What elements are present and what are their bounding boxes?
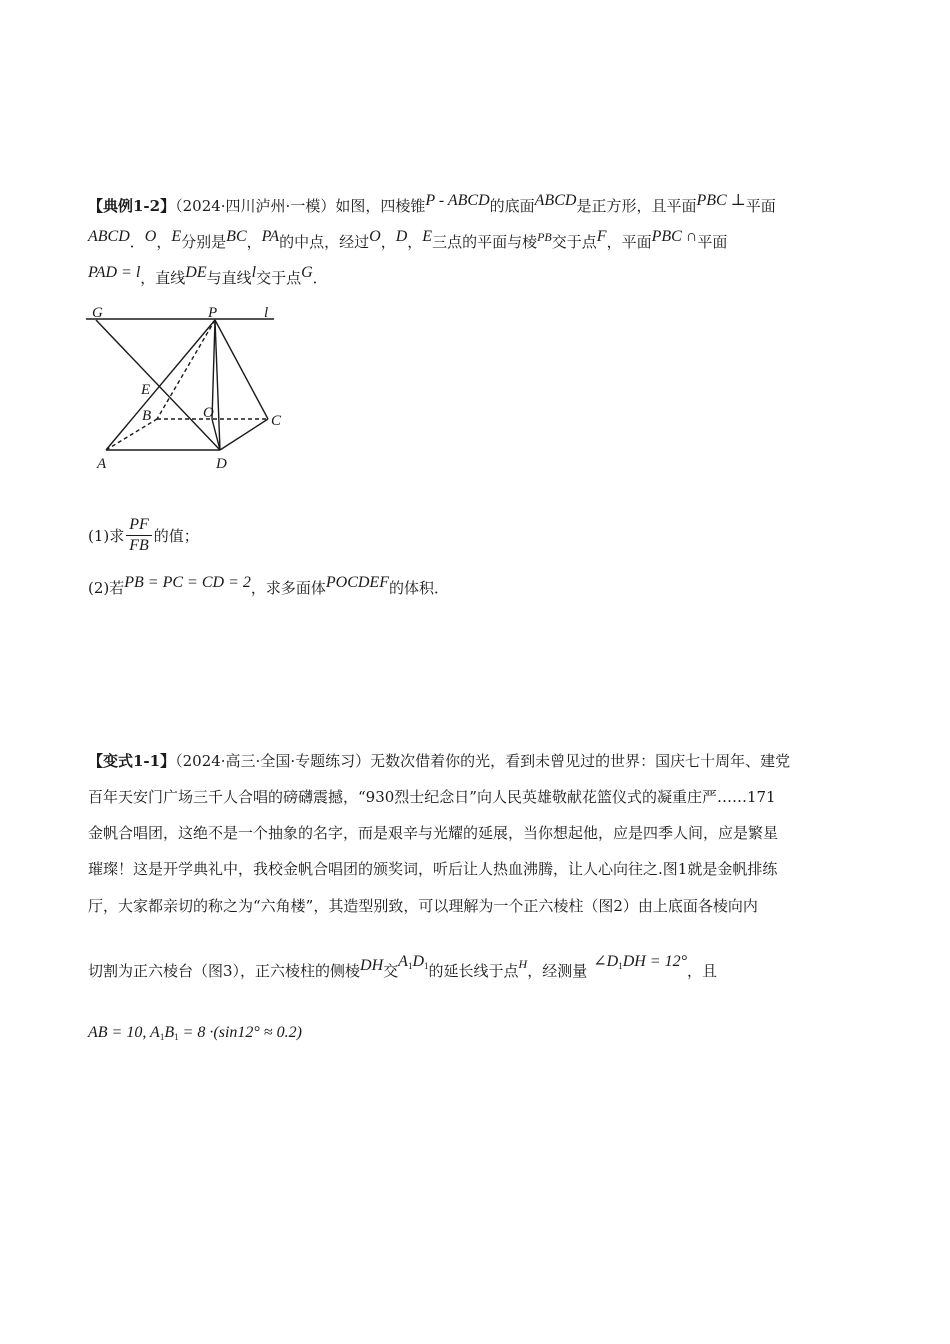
text: 平面 [745,197,776,215]
label-G: G [92,305,103,321]
math: O [144,228,157,245]
text: ，直线 [140,269,186,287]
math: PBC ⊥ [696,192,746,209]
fraction-numerator: PF [126,515,152,536]
math: = 8 ·(sin12° ≈ 0.2) [182,1024,302,1041]
math: DH = 12° [622,953,687,970]
label-l: l [264,305,269,321]
label-O: O [203,405,214,421]
math: ABCD [534,192,577,209]
text: ， [156,233,172,251]
math-angle [593,953,687,970]
math: D [395,228,408,245]
math: B [164,1024,175,1041]
subscript: 1 [407,961,413,971]
math: H [518,957,528,971]
text: 是正方形，且平面 [576,197,697,215]
text: 的底面 [489,197,535,215]
fraction-PF-FB [126,515,152,556]
label-A: A [97,456,107,472]
math: F [596,228,607,245]
variant-line-2: 百年天安门广场三千人合唱的磅礴震撼，“930烈士纪念日”向人民英雄敬献花篮仪式的凝重庄严……171 [88,788,776,806]
text: 如图，四棱锥 [335,197,426,215]
label-P: P [208,305,218,321]
math: l [251,264,257,281]
math: PBC ∩ [651,228,698,245]
variant-line-3: 金帆合唱团，这绝不是一个抽象的名字，而是艰辛与光耀的延展，当你想起他，应是四季人间，应是繁星 [88,824,779,842]
example-tag: 【典例1-2】 [88,197,176,215]
math: PA [261,228,280,245]
subscript: 1 [618,961,623,971]
example-line-3 [88,264,328,288]
text: ， [407,233,423,251]
label-B: B [142,408,152,424]
math: O [369,228,381,245]
variant-line-7 [88,1023,302,1042]
label-E: E [141,382,151,398]
text: ， [380,233,396,251]
variant-line-4: 璀璨！这是开学典礼中，我校金帆合唱团的颁奖词，听后让人热血沸腾，让人心向往之.图1就是金帆排练 [88,860,778,878]
text: ，且 [687,962,718,980]
text: 切割为正六棱台（图3），正六棱柱的侧棱 [88,962,361,980]
example-line-1 [88,192,776,216]
math: PAD = l [88,264,141,281]
subscript: 1 [159,1032,165,1042]
math: ABCD [88,228,130,245]
segment-PA [106,320,215,450]
text: 的中点，经过 [279,233,370,251]
variant-line-6 [88,953,718,981]
question-1-suffix: 的值； [153,527,199,545]
text: ，求多面体 [250,579,326,597]
variant-line-1 [88,750,790,771]
math: G [301,264,313,281]
math: D [412,953,425,970]
example-source: （2024·四川泸州·一模） [175,197,336,215]
question-2-line [88,574,449,598]
variant-source: （2024·高三·全国·专题练习） [175,752,371,770]
text: 交于点 [256,269,302,287]
math: E [171,228,182,245]
math: PB = PC = CD = 2 [124,574,251,591]
question-1-line [88,515,199,556]
subscript: 1 [424,961,429,971]
variant-tag: 【变式1-1】 [88,752,176,770]
text: ． [129,233,145,251]
math: BC [226,228,247,245]
math: DE [185,264,207,281]
text: 平面 [697,233,728,251]
math: DH [360,957,384,974]
text: 的延长线于点 [428,962,519,980]
math-A1D1 [398,953,428,970]
subscript: 1 [174,1032,179,1042]
pyramid-figure [84,300,294,472]
segment-DC [220,419,268,450]
text: 的体积． [388,579,449,597]
math: AB = 10, A [88,1024,160,1041]
text: ， [246,233,262,251]
text: 无数次借着你的光，看到未曾见过的世界：国庆七十周年、建党 [370,752,791,770]
math: PB [537,230,552,244]
math: ∠D [593,953,619,970]
math: E [422,228,433,245]
question-1 [88,515,860,565]
text: ． [312,269,328,287]
text: 与直线 [206,269,252,287]
variant-line-5: 厅，大家都亲切的称之为“六角楼”，其造型别致，可以理解为一个正六棱柱（图2）由上底面各棱向内 [88,897,758,915]
example-line-2 [88,228,728,252]
label-D: D [216,456,227,472]
text: 三点的平面与棱 [432,233,538,251]
segment-PD [215,320,220,450]
text: ，平面 [606,233,652,251]
math: POCDEF [325,574,389,591]
text: 交 [383,962,399,980]
segment-GD [96,320,220,450]
fraction-denominator: FB [129,537,149,554]
label-C: C [271,413,282,429]
text: ，经测量 [527,962,588,980]
segment-PC [215,320,268,419]
math: A [398,953,408,970]
math: P - ABCD [425,192,490,209]
text: 交于点 [551,233,597,251]
math-given [88,1024,302,1041]
question-2-prefix: (2)若 [88,579,125,597]
text: 分别是 [181,233,227,251]
question-1-prefix: (1)求 [88,527,125,545]
